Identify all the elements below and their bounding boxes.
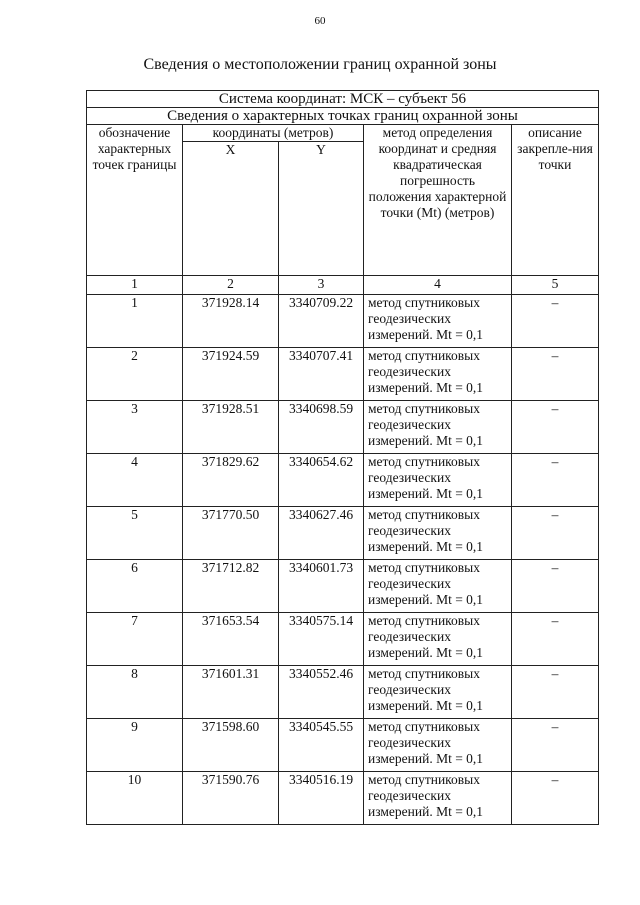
cell-method: метод спутниковых геодезических измерений. Mt = 0,1 [364, 401, 512, 454]
cell-point: 10 [87, 772, 183, 825]
cell-description: – [512, 295, 599, 348]
cell-y: 3340627.46 [279, 507, 364, 560]
coordinate-system-label: Система координат: МСК – субъект 56 [87, 91, 599, 108]
cell-description: – [512, 507, 599, 560]
column-numbers-row [87, 276, 599, 295]
cell-x: 371770.50 [183, 507, 279, 560]
cell-y: 3340707.41 [279, 348, 364, 401]
cell-y: 3340575.14 [279, 613, 364, 666]
cell-x: 371928.14 [183, 295, 279, 348]
header-method: метод определения координат и средняя квадратическая погрешность положения характерной точки (Mt) (метров) [364, 125, 512, 276]
cell-y: 3340516.19 [279, 772, 364, 825]
cell-x: 371601.31 [183, 666, 279, 719]
boundary-points-table [86, 90, 599, 825]
cell-y: 3340654.62 [279, 454, 364, 507]
cell-description: – [512, 772, 599, 825]
table-row [87, 454, 599, 507]
table-row [87, 507, 599, 560]
cell-y: 3340545.55 [279, 719, 364, 772]
cell-x: 371928.51 [183, 401, 279, 454]
header-row [87, 125, 599, 142]
document-title: Сведения о местоположении границ охранной зоны [143, 56, 497, 73]
table-row [87, 719, 599, 772]
header-point-designation: обозначение характерных точек границы [87, 125, 183, 276]
cell-point: 5 [87, 507, 183, 560]
cell-x: 371598.60 [183, 719, 279, 772]
cell-point: 3 [87, 401, 183, 454]
cell-method: метод спутниковых геодезических измерений. Mt = 0,1 [364, 560, 512, 613]
column-number: 1 [87, 276, 183, 295]
cell-method: метод спутниковых геодезических измерений. Mt = 0,1 [364, 719, 512, 772]
cell-x: 371653.54 [183, 613, 279, 666]
table-row [87, 401, 599, 454]
cell-method: метод спутниковых геодезических измерений. Mt = 0,1 [364, 666, 512, 719]
table-row [87, 666, 599, 719]
column-number: 2 [183, 276, 279, 295]
cell-point: 4 [87, 454, 183, 507]
cell-point: 6 [87, 560, 183, 613]
cell-method: метод спутниковых геодезических измерений. Mt = 0,1 [364, 348, 512, 401]
cell-description: – [512, 560, 599, 613]
cell-y: 3340698.59 [279, 401, 364, 454]
cell-point: 9 [87, 719, 183, 772]
cell-y: 3340709.22 [279, 295, 364, 348]
cell-y: 3340601.73 [279, 560, 364, 613]
table-row [87, 348, 599, 401]
cell-method: метод спутниковых геодезических измерений. Mt = 0,1 [364, 454, 512, 507]
column-number: 4 [364, 276, 512, 295]
header-description: описание закрепле-ния точки [512, 125, 599, 276]
cell-x: 371712.82 [183, 560, 279, 613]
table-subtitle: Сведения о характерных точках границ охранной зоны [87, 108, 599, 125]
cell-point: 2 [87, 348, 183, 401]
header-y: Y [279, 142, 364, 276]
cell-method: метод спутниковых геодезических измерений. Mt = 0,1 [364, 613, 512, 666]
cell-point: 1 [87, 295, 183, 348]
cell-x: 371590.76 [183, 772, 279, 825]
cell-y: 3340552.46 [279, 666, 364, 719]
cell-description: – [512, 666, 599, 719]
table-row [87, 772, 599, 825]
cell-description: – [512, 348, 599, 401]
cell-x: 371924.59 [183, 348, 279, 401]
cell-description: – [512, 613, 599, 666]
cell-method: метод спутниковых геодезических измерений. Mt = 0,1 [364, 772, 512, 825]
cell-point: 7 [87, 613, 183, 666]
cell-description: – [512, 454, 599, 507]
cell-description: – [512, 401, 599, 454]
cell-description: – [512, 719, 599, 772]
header-x: X [183, 142, 279, 276]
header-coordinates-group: координаты (метров) [183, 125, 364, 142]
column-number: 3 [279, 276, 364, 295]
cell-x: 371829.62 [183, 454, 279, 507]
cell-method: метод спутниковых геодезических измерений. Mt = 0,1 [364, 507, 512, 560]
page-number: 60 [314, 15, 326, 27]
table-row [87, 613, 599, 666]
table-subtitle-row [87, 108, 599, 125]
cell-point: 8 [87, 666, 183, 719]
table-row [87, 560, 599, 613]
table-row [87, 295, 599, 348]
column-number: 5 [512, 276, 599, 295]
cell-method: метод спутниковых геодезических измерений. Mt = 0,1 [364, 295, 512, 348]
coordinate-system-row [87, 91, 599, 108]
